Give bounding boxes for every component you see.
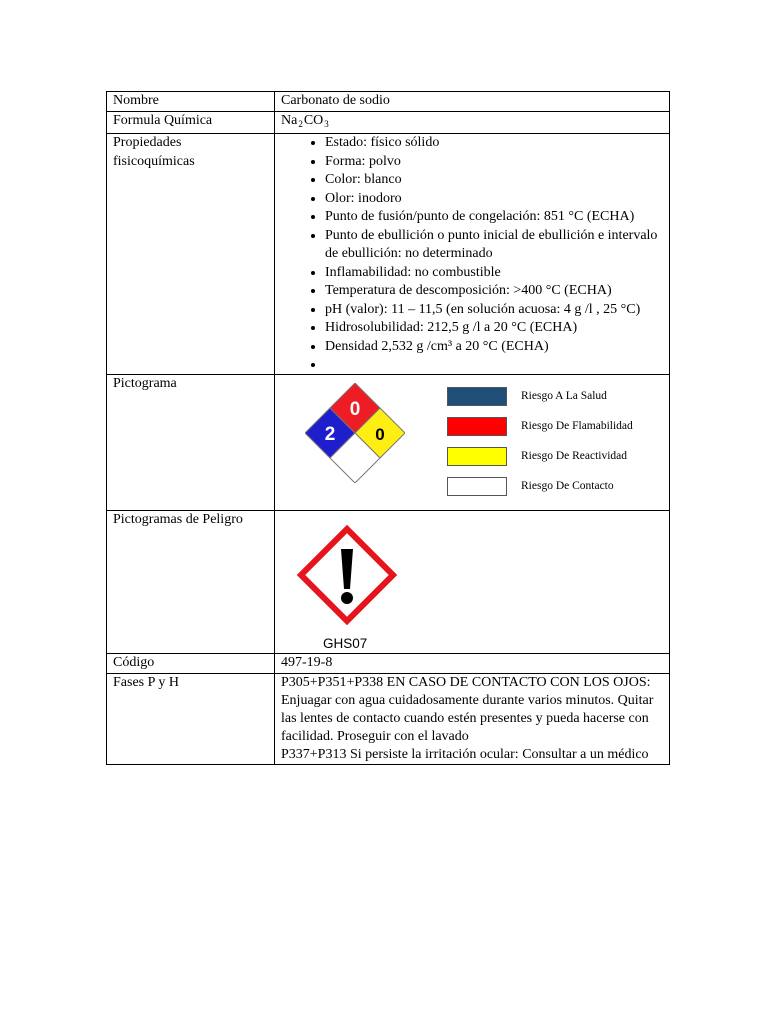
legend-item: [447, 411, 633, 441]
property-item: • Olor: inodoro: [325, 190, 665, 209]
nfpa-diamond: [305, 383, 405, 483]
data-table: [106, 91, 670, 765]
code-label: Código: [107, 654, 275, 674]
nfpa-reactivity-value: 0: [375, 425, 385, 444]
property-item-empty: [325, 356, 665, 374]
property-item: • Punto de fusión/punto de congelación: 851 °C (ECHA): [325, 208, 665, 227]
legend-swatch: [447, 477, 507, 496]
properties-value: [275, 134, 670, 375]
row-properties: [107, 134, 670, 375]
row-pictogram: [107, 375, 670, 511]
hazard-value: [275, 511, 670, 654]
safety-data-sheet: [106, 91, 670, 765]
properties-label: Propiedades fisicoquímicas: [107, 134, 275, 375]
legend-label: Riesgo A La Salud: [521, 389, 607, 402]
property-item: • Forma: polvo: [325, 153, 665, 172]
code-value: 497-19-8: [275, 654, 670, 674]
property-item: • Punto de ebullición o punto inicial de ebullición e intervalo de ebullición: no determinado: [325, 227, 665, 264]
property-item: • Densidad 2,532 g /cm³ a 20 °C (ECHA): [325, 338, 665, 357]
name-value: Carbonato de sodio: [275, 92, 670, 112]
property-item: • pH (valor): 11 – 11,5 (en solución acuosa: 4 g /l , 25 °C): [325, 301, 665, 320]
phrase-p305: P305+P351+P338 EN CASO DE CONTACTO CON LOS OJOS: Enjuagar con agua cuidadosamente durante varios minutos. Quitar las lentes de contacto cuando estén presentes y pueda hacerse con facilidad. Proseguir con el lavado: [281, 674, 654, 744]
exclamation-mark-icon: [297, 525, 397, 629]
property-item: • Hidrosolubilidad: 212,5 g /l a 20 °C (ECHA): [325, 319, 665, 338]
row-formula: [107, 111, 670, 134]
pictogram-value: [275, 375, 670, 511]
legend-swatch: [447, 387, 507, 406]
pictogram-label: Pictograma: [107, 375, 275, 511]
nfpa-flammability-value: 0: [349, 399, 361, 420]
property-item: • Inflamabilidad: no combustible: [325, 264, 665, 283]
name-label: Nombre: [107, 92, 275, 112]
legend-item: [447, 381, 633, 411]
formula-value: $Na_2CO_3$: [275, 111, 670, 134]
property-item: • Temperatura de descomposición: >400 °C (ECHA): [325, 282, 665, 301]
legend-swatch: [447, 417, 507, 436]
legend-swatch: [447, 447, 507, 466]
legend-item: [447, 471, 633, 501]
formula-label: Formula Química: [107, 111, 275, 134]
phrase-p337: P337+P313 Si persiste la irritación ocular: Consultar a un médico: [281, 746, 649, 762]
hazard-label: Pictogramas de Peligro: [107, 511, 275, 654]
property-item: • Estado: físico sólido: [325, 134, 665, 153]
row-hazard-pictograms: [107, 511, 670, 654]
nfpa-health-value: 2: [324, 424, 336, 445]
row-code: [107, 654, 670, 674]
legend-item: [447, 441, 633, 471]
legend-label: Riesgo De Contacto: [521, 479, 614, 492]
phrases-label: Fases P y H: [107, 673, 275, 764]
legend-label: Riesgo De Reactividad: [521, 449, 628, 462]
phrases-value: [275, 673, 670, 764]
ghs-code: GHS07: [323, 636, 368, 651]
row-phrases: [107, 673, 670, 764]
properties-list: [281, 134, 665, 374]
hazard-legend: [447, 381, 633, 501]
row-name: [107, 92, 670, 112]
property-item: • Color: blanco: [325, 171, 665, 190]
legend-label: Riesgo De Flamabilidad: [521, 419, 633, 432]
